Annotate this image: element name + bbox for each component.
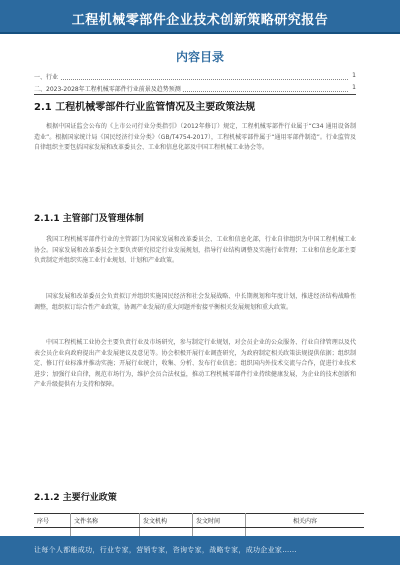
table-header-cell: 发文机构 — [140, 514, 193, 528]
section-heading-2-1-1: 2.1.1 主管部门及管理体制 — [34, 214, 144, 224]
toc-item-label: 一、行业 — [34, 74, 59, 81]
table-header-row — [34, 514, 364, 528]
paragraph-2-1-1-a: 我国工程机械零部件行业的主管部门为国家发展和改革委员会、工业和信息化部，行业自律组织为中国工程机械工业协会。国家发展和改革委员会主要负责研究拟定行业发展规划，指导行业结构调整及实施行业管理；工业和信息化部主要负责制定并组织实施工业行业规划、计划和产业政策。 — [34, 236, 356, 265]
paragraph-2-1-1-b: 国家发展和改革委员会负责拟订并组织实施国民经济和社会发展战略、中长期规划和年度计划，推进经济结构战略性调整，组织拟订综合性产业政策，协调产业发展的重大问题并衔接平衡相关发展规划和重大政策。 — [34, 293, 356, 311]
section-heading-2-1-2: 2.1.2 主要行业政策 — [34, 493, 117, 503]
toc-title: 内容目录 — [175, 50, 224, 64]
toc-item-page: 1 — [352, 72, 356, 79]
table-header-cell: 文件名称 — [71, 514, 140, 528]
toc-item-label: 二、2023-2028年工程机械零部件行业前景及趋势预测 — [34, 86, 181, 93]
toc-item-page: 1 — [352, 84, 356, 91]
toc-divider — [34, 94, 356, 95]
report-header — [0, 0, 400, 34]
report-title: 工程机械零部件企业技术创新策略研究报告 — [71, 13, 329, 28]
toc-item-1[interactable] — [34, 72, 356, 81]
section-heading-2-1: 2.1 工程机械零部件行业监管情况及主要政策法规 — [34, 102, 256, 113]
paragraph-2-1: 根据中国证监会公布的《上市公司行业分类指引》（2012年修订）规定，工程机械零部件行业属于“C34 通用设备制造业”。根据国家统计局《国民经济行业分类》（GB/T4754-2017），工程机械零部件属于“通用零部件制造”。行业监管及自律组织主要包括国家发展和改革委员会、工业和信息化部及中国工程机械工业协会等。 — [34, 123, 356, 152]
report-footer — [0, 536, 400, 565]
toc-item-2[interactable] — [34, 84, 356, 93]
table-header-cell: 相关内容 — [246, 514, 365, 528]
toc-leader — [34, 79, 348, 80]
footer-slogan: 让每个人都能成功，行业专家，营销专家，咨询专家，战略专家，成功企业家…… — [34, 546, 297, 554]
table-header-cell: 发文时间 — [193, 514, 246, 528]
table-header-cell: 序号 — [34, 514, 71, 528]
paragraph-2-1-1-c: 中国工程机械工业协会主要负责行业及市场研究，参与制定行业规划，对会员企业的公众服务、行业自律管理以及代表会员企业向政府提出产业发展建议及意见等。协会积极开展行业调查研究，为政府制定相关政策法规提供依据；组织制定、修订行业标准并推动实施；开展行业统计，收集、分析、发布行业信息；组织国内外技术交流与合作，促进行业技术进步；加强行业自律，规范市场行为，维护会员合法权益，推动工程机械零部件行业持续健康发展，为企业的技术创新和产业升级提供有力支持和保障。 — [34, 339, 356, 389]
header-rule — [0, 32, 400, 34]
